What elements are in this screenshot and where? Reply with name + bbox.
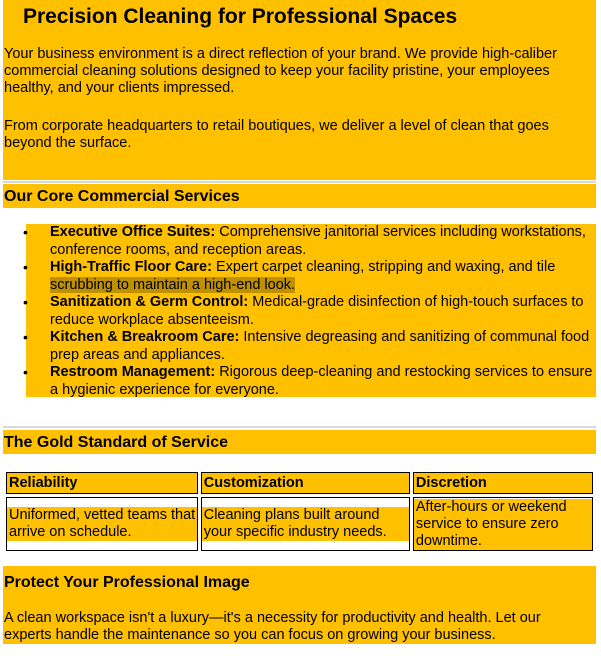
divider [3,426,596,428]
standard-heading-block [3,430,596,454]
service-title: High-Traffic Floor Care: [50,259,212,275]
table-header-row [6,472,593,494]
service-title: Sanitization & Germ Control: [50,294,249,310]
list-item [26,224,594,259]
standard-heading: The Gold Standard of Service [4,434,229,451]
cell-text: After-hours or weekend service to ensure zero downtime. [414,499,592,550]
standard-table [3,469,596,554]
table-cell [201,497,410,551]
hero-section [3,0,596,180]
service-title: Executive Office Suites: [50,224,216,240]
service-title: Restroom Management: [50,364,216,380]
column-header: Customization [201,472,410,494]
services-heading: Our Core Commercial Services [4,188,240,205]
cell-text: Uniformed, vetted teams that arrive on schedule. [9,507,196,540]
service-title: Kitchen & Breakroom Care: [50,329,240,345]
table-cell [413,497,593,551]
table-row [6,497,593,551]
list-item [26,329,594,364]
table-cell [6,497,198,551]
services-list [26,224,596,397]
closing-section [3,566,596,644]
service-text: Rigorous deep-cleaning and restocking services to ensure a hygienic experience for everyone. [50,364,593,398]
service-text: Comprehensive janitorial services including workstations, conference rooms, and reception areas. [50,224,586,258]
intro-paragraph: Your business environment is a direct reflection of your brand. We provide high-caliber commercial cleaning solutions designed to keep your facility pristine, your employees healthy, and your clients impressed. [4,46,557,96]
service-text: Medical-grade disinfection of high-touch surfaces to reduce workplace absenteeism. [50,294,584,328]
list-item [26,259,594,294]
intro-paragraph-2: From corporate headquarters to retail boutiques, we deliver a level of clean that goes beyond the surface. [4,118,549,151]
cell-text: Cleaning plans built around your specific industry needs. [202,507,409,541]
service-text: Expert carpet cleaning, stripping and waxing, and tile [211,259,556,275]
column-header: Discretion [413,472,593,494]
divider [3,181,596,183]
list-item [26,294,594,329]
services-heading-block [3,184,596,208]
list-item [26,364,594,399]
highlighted-text: scrubbing to maintain a high-end look. [50,276,296,293]
page-title: Precision Cleaning for Professional Spaces [23,5,458,28]
service-text: Intensive degreasing and sanitizing of communal food prep areas and appliances. [50,329,590,363]
closing-paragraph: A clean workspace isn't a luxury—it's a necessity for productivity and health. Let our experts handle the maintenance so you can focus on growing your business. [4,610,541,643]
column-header: Reliability [6,472,198,494]
closing-heading: Protect Your Professional Image [4,574,250,591]
